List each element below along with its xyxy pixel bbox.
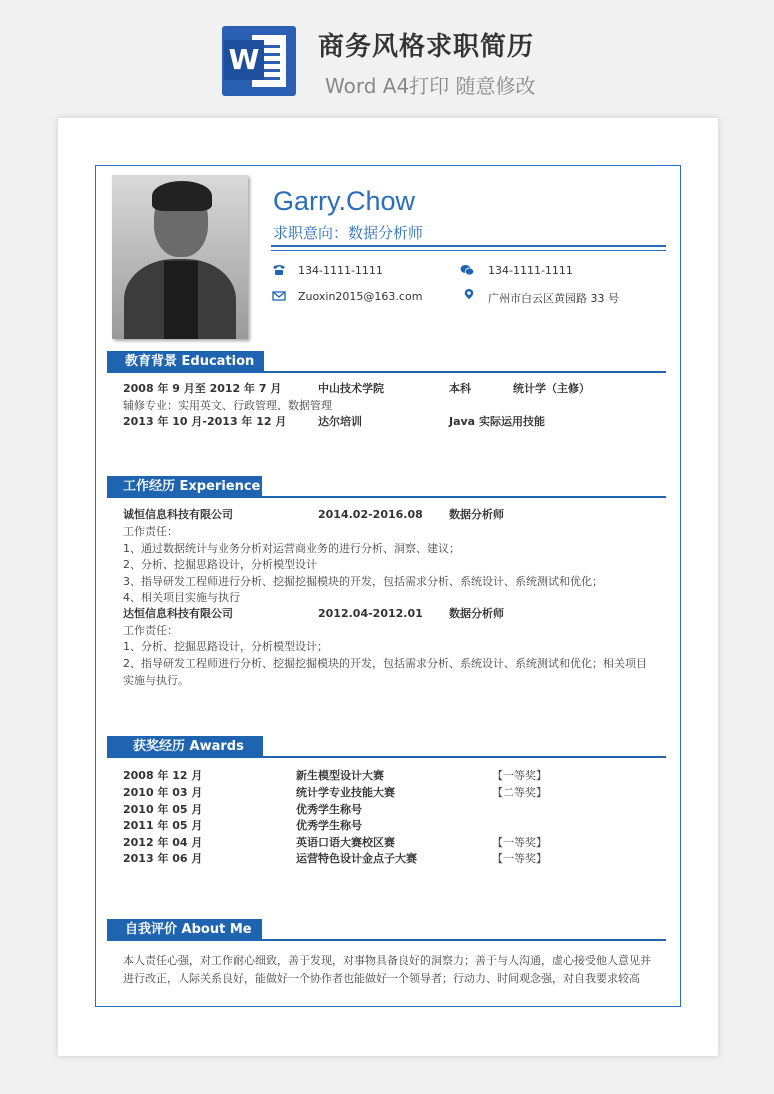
awards-divider bbox=[107, 756, 666, 758]
word-logo-icon bbox=[222, 26, 296, 96]
email-text: Zuoxin2015@163.com bbox=[298, 290, 423, 303]
edu-major: 统计学（主修） bbox=[513, 382, 590, 395]
experience-heading: 工作经历 Experience bbox=[107, 476, 262, 498]
edu-date-2: 2013 年 10 月-2013 年 12 月 bbox=[123, 415, 287, 428]
edu-skill: Java 实际运用技能 bbox=[449, 415, 545, 428]
location-icon bbox=[462, 288, 476, 300]
award-date: 2010 年 05 月 bbox=[123, 803, 203, 816]
award-date: 2010 年 03 月 bbox=[123, 786, 203, 799]
award-date: 2012 年 04 月 bbox=[123, 836, 203, 849]
job2-line: 2、指导研发工程师进行分析、挖掘挖掘模块的开发，包括需求分析、系统设计、系统测试和优化；相关项目 bbox=[123, 657, 647, 670]
award-name: 统计学专业技能大赛 bbox=[296, 786, 395, 799]
job2-company: 达恒信息科技有限公司 bbox=[123, 607, 233, 620]
job1-company: 诚恒信息科技有限公司 bbox=[123, 508, 233, 521]
job1-line: 2、分析、挖掘思路设计，分析模型设计 bbox=[123, 558, 317, 571]
award-name: 优秀学生称号 bbox=[296, 803, 362, 816]
page-subtitle: Word A4打印 随意修改 bbox=[325, 74, 536, 98]
job1-title: 数据分析师 bbox=[449, 508, 504, 521]
award-level: 【二等奖】 bbox=[492, 786, 547, 799]
award-date: 2008 年 12 月 bbox=[123, 769, 203, 782]
edu-school-2: 达尔培训 bbox=[318, 415, 362, 428]
edu-date-1: 2008 年 9 月至 2012 年 7 月 bbox=[123, 382, 282, 395]
award-name: 新生模型设计大赛 bbox=[296, 769, 384, 782]
edu-school-1: 中山技术学院 bbox=[318, 382, 384, 395]
awards-heading: 获奖经历 Awards bbox=[107, 736, 263, 758]
education-heading: 教育背景 Education bbox=[107, 351, 264, 373]
job-intent: 求职意向：数据分析师 bbox=[273, 224, 424, 242]
job1-line: 1、通过数据统计与业务分析对运营商业务的进行分析、洞察、建议； bbox=[123, 542, 460, 555]
wechat-icon bbox=[460, 264, 474, 276]
promo-header bbox=[0, 0, 774, 118]
award-date: 2013 年 06 月 bbox=[123, 852, 203, 865]
edu-degree: 本科 bbox=[449, 382, 471, 395]
experience-divider bbox=[107, 496, 666, 498]
job2-line: 实施与执行。 bbox=[123, 674, 189, 687]
about-line: 进行改正，人际关系良好，能做好一个协作者也能做好一个领导者；行动力、时间观念强，对自我要求较高 bbox=[123, 972, 640, 985]
edu-minor: 辅修专业：实用英文、行政管理、数据管理 bbox=[123, 399, 332, 412]
job2-title: 数据分析师 bbox=[449, 607, 504, 620]
page-title: 商务风格求职简历 bbox=[318, 32, 535, 62]
wechat-text: 134-1111-1111 bbox=[488, 264, 573, 277]
job1-period: 2014.02-2016.08 bbox=[318, 508, 423, 521]
address-text: 广州市白云区黄园路 33 号 bbox=[488, 292, 619, 305]
job1-line: 4、相关项目实施与执行 bbox=[123, 591, 240, 604]
education-divider bbox=[107, 371, 666, 373]
about-divider bbox=[107, 939, 666, 941]
profile-photo bbox=[112, 175, 248, 339]
job2-line: 工作责任： bbox=[123, 624, 178, 637]
award-name: 优秀学生称号 bbox=[296, 819, 362, 832]
job2-line: 1、分析、挖掘思路设计，分析模型设计； bbox=[123, 640, 328, 653]
award-name: 运营特色设计金点子大赛 bbox=[296, 852, 417, 865]
award-date: 2011 年 05 月 bbox=[123, 819, 203, 832]
name-divider bbox=[271, 245, 666, 247]
email-icon bbox=[272, 290, 286, 302]
job1-line: 工作责任： bbox=[123, 525, 178, 538]
award-level: 【一等奖】 bbox=[492, 769, 547, 782]
award-name: 英语口语大赛校区赛 bbox=[296, 836, 395, 849]
award-level: 【一等奖】 bbox=[492, 836, 547, 849]
job1-line: 3、指导研发工程师进行分析、挖掘挖掘模块的开发，包括需求分析、系统设计、系统测试和优化； bbox=[123, 575, 603, 588]
award-level: 【一等奖】 bbox=[492, 852, 547, 865]
about-line: 本人责任心强，对工作耐心细致，善于发现，对事物具备良好的洞察力；善于与人沟通，虚心接受他人意见并 bbox=[123, 954, 651, 967]
phone-icon bbox=[272, 264, 286, 276]
candidate-name: Garry.Chow bbox=[273, 186, 416, 216]
phone-text: 134-1111-1111 bbox=[298, 264, 383, 277]
job2-period: 2012.04-2012.01 bbox=[318, 607, 423, 620]
word-logo-letter: W bbox=[224, 40, 264, 80]
about-heading: 自我评价 About Me bbox=[107, 919, 262, 941]
